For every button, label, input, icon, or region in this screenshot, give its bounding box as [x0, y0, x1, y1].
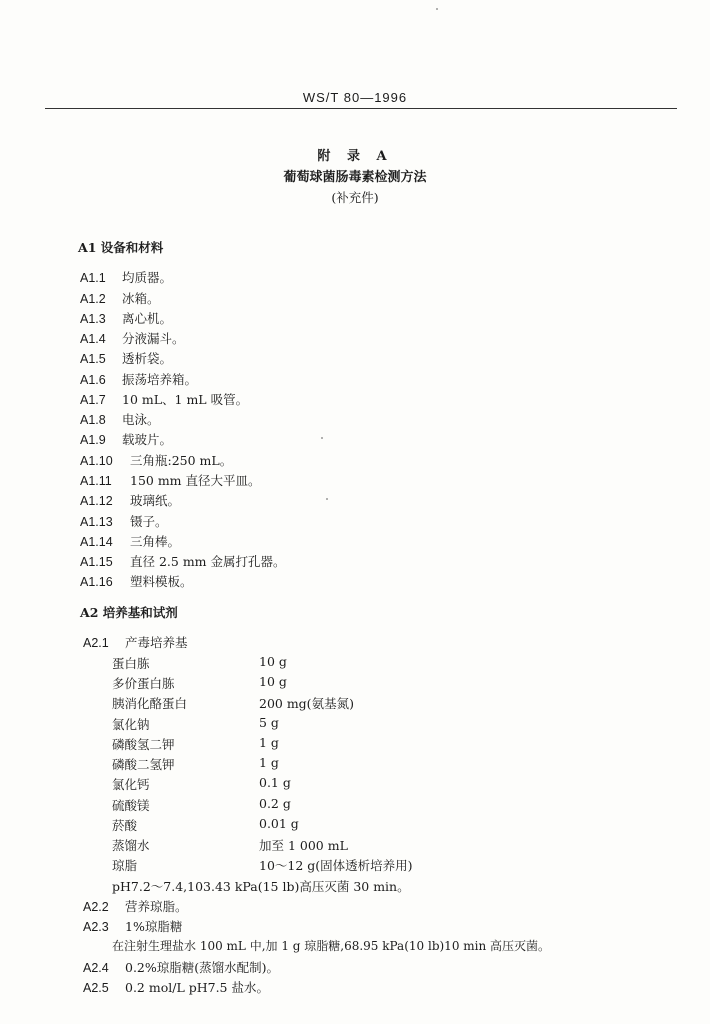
ingredient-name: 硫酸镁 [112, 798, 150, 813]
ingredient-name: 多价蛋白胨 [112, 676, 175, 691]
list-item: A1.13 镊子。 [80, 514, 168, 529]
section-a2-heading: A2 培养基和试剂 [80, 605, 178, 620]
list-item: A1.2 冰箱。 [80, 291, 160, 306]
ingredient-name: 菸酸 [112, 818, 138, 833]
ingredient-amount: 1 g [259, 755, 279, 770]
subsection-a25: A2.5 0.2 mol/L pH7.5 盐水。 [83, 980, 269, 995]
ingredient-name: 蛋白胨 [112, 656, 150, 671]
standard-code: WS/T 80—1996 [302, 90, 408, 105]
ingredient-amount: 10 g [259, 674, 287, 689]
appendix-label: 附 录 A [317, 149, 393, 164]
ingredient-amount: 1 g [259, 735, 279, 750]
list-item: A1.6 振荡培养箱。 [80, 372, 198, 387]
ingredient-amount: 0.2 g [259, 796, 291, 811]
list-item: A1.4 分液漏斗。 [80, 331, 185, 346]
list-item: A1.1 均质器。 [80, 270, 173, 285]
list-item: A1.9 载玻片。 [80, 432, 173, 447]
appendix-title: 葡萄球菌肠毒素检测方法 [283, 170, 427, 185]
ingredient-name: 氯化钙 [112, 777, 150, 792]
ingredient-name: 胰消化酪蛋白 [112, 696, 188, 711]
ingredient-name: 琼脂 [112, 858, 138, 873]
list-item: A1.12 玻璃纸。 [80, 493, 181, 508]
appendix-note: (补充件) [331, 190, 379, 205]
section-a1-heading: A1 设备和材料 [78, 240, 164, 255]
list-item: A1.10 三角瓶:250 mL。 [80, 453, 233, 468]
ingredient-amount: 5 g [259, 715, 279, 730]
ingredient-amount: 0.1 g [259, 775, 291, 790]
subsection-a22: A2.2 营养琼脂。 [83, 899, 188, 914]
list-item: A1.14 三角棒。 [80, 534, 181, 549]
ingredient-name: 蒸馏水 [112, 838, 150, 853]
ingredient-name: 氯化钠 [112, 717, 150, 732]
subsection-a23-detail: 在注射生理盐水 100 mL 中,加 1 g 琼脂糖,68.95 kPa(10 lb)10 min 高压灭菌。 [112, 939, 551, 953]
subsection-a21: A2.1 产毒培养基 [83, 635, 188, 650]
ingredient-amount: 0.01 g [259, 816, 299, 831]
scan-speck [436, 8, 438, 10]
subsection-a23: A2.3 1%琼脂糖 [83, 919, 183, 934]
list-item: A1.7 10 mL、1 mL 吸管。 [80, 392, 249, 407]
list-item: A1.8 电泳。 [80, 412, 160, 427]
scan-speck [321, 437, 323, 439]
header-rule [45, 108, 677, 109]
ingredient-name: 磷酸氢二钾 [112, 737, 175, 752]
scan-speck [326, 498, 328, 500]
list-item: A1.5 透析袋。 [80, 351, 173, 366]
ingredient-amount: 10～12 g(固体透析培养用) [259, 858, 413, 873]
list-item: A1.3 离心机。 [80, 311, 173, 326]
subsection-a24: A2.4 0.2%琼脂糖(蒸馏水配制)。 [83, 960, 280, 975]
list-item: A1.16 塑料模板。 [80, 574, 193, 589]
sterilization-note: pH7.2～7.4,103.43 kPa(15 lb)高压灭菌 30 min。 [112, 879, 410, 894]
list-item: A1.15 直径 2.5 mm 金属打孔器。 [80, 554, 286, 569]
ingredient-amount: 200 mg(氨基氮) [259, 696, 354, 711]
ingredient-name: 磷酸二氢钾 [112, 757, 175, 772]
ingredient-amount: 加至 1 000 mL [259, 838, 348, 853]
ingredient-amount: 10 g [259, 654, 287, 669]
list-item: A1.11 150 mm 直径大平皿。 [80, 473, 261, 488]
